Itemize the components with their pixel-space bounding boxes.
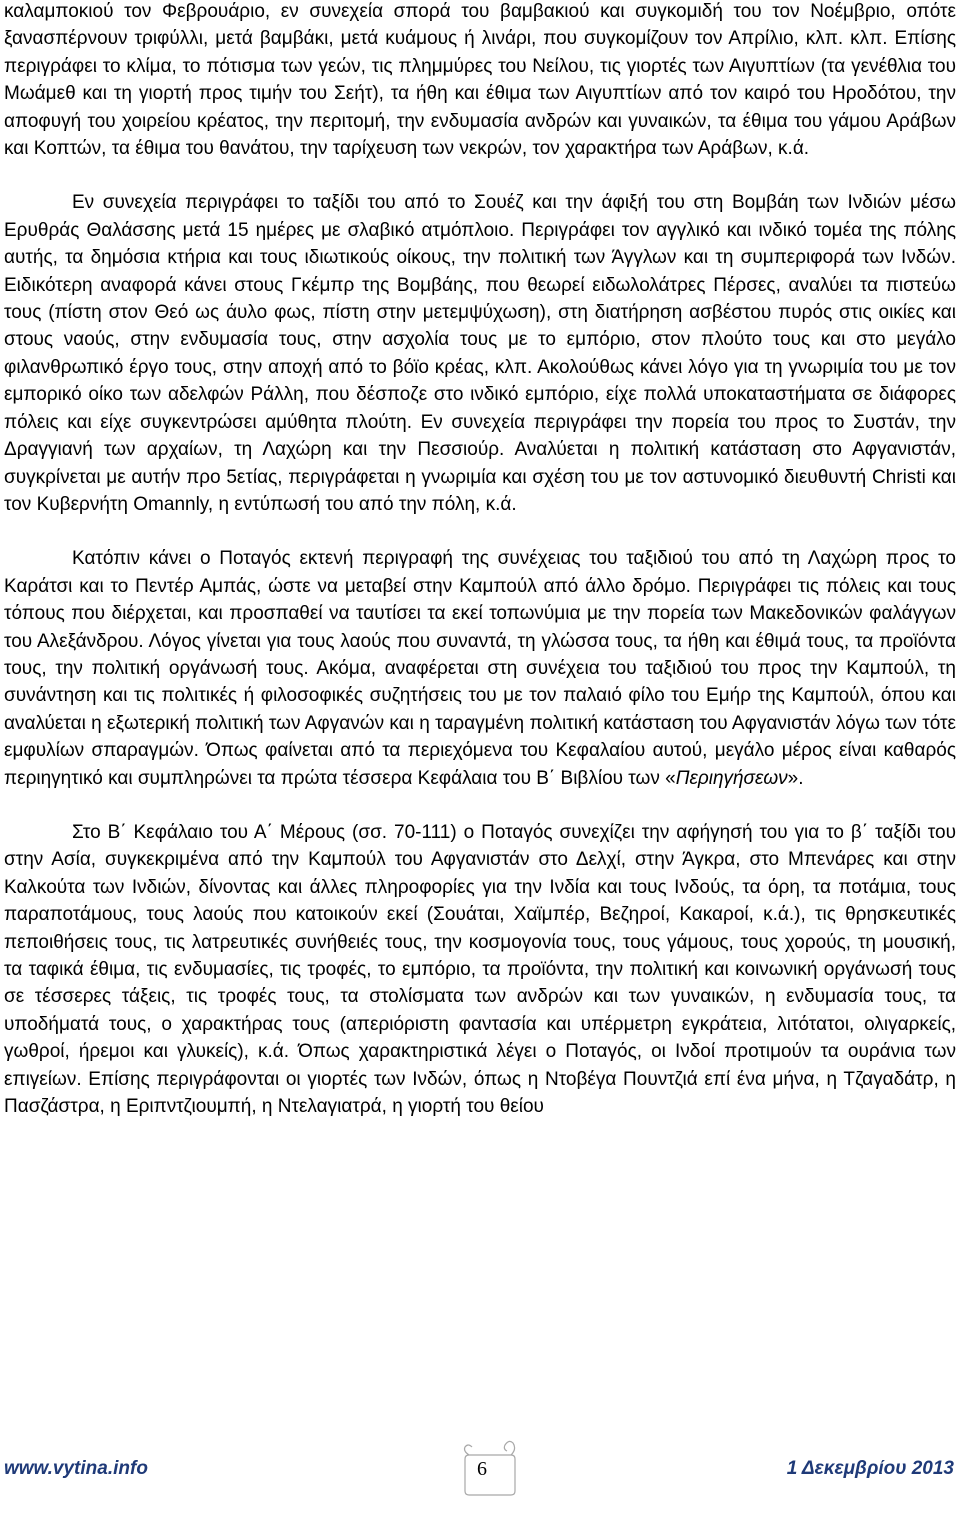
paragraph-gap: [4, 792, 956, 819]
footer-website-link[interactable]: www.vytina.info: [4, 1458, 148, 1479]
closing-quote: ».: [787, 767, 804, 789]
paragraph-bombay-journey: Εν συνεχεία περιγράφει το ταξίδι του από το Σουέζ και την άφιξή του στη Βομβάη των Ινδιών μέσω Ερυθράς Θαλάσσης μετά 15 ημέρες με σλαβικό ατμόπλοιο. Περιγράφει τον αγγλικό και ινδικό τομέα της πόλης αυτής, τα δημόσια κτήρια και τους ιδιωτικούς οίκους, την πολιτική των Άγγλων και τη συμπεριφορά των Ινδών. Ειδικότερη αναφορά κάνει στους Γκέμπρ της Βομβάης, που θεωρεί ειδωλολάτρες Πέρσες, αναλύει τα πιστεύω τους (πίστη στον Θεό ως άυλο φως, πίστη στην μετεμψύχωση), στη διατήρηση ασβέστου πυρός στις οικίες και στους ναούς, στην ενδυμασία τους, στην ασχολία τους με το εμπόριο, στον πλούτο τους και στο μεγάλο φιλανθρωπικό έργο τους, στην αποχή από το βόϊο κρέας, κλπ. Ακολούθως κάνει λόγο για τη γνωριμία του με τον εμπορικό οίκο των αδελφών Ράλλη, που δέσποζε στο ινδικό εμπόριο, είχε πολλά υποκαταστήματα σε διάφορες πόλεις και είχε συγκεντρώσει αμύθητα πλούτη. Εν συνεχεία περιγράφει την πορεία του προς το Συστάν, την Δραγγιανή των αρχαίων, τη Λαχώρη και την Πεσσιούρ. Αναλύεται η πολιτική κατάσταση στο Αφγανιστάν, συγκρίνεται με αυτήν προ 5ετίας, περιγράφεται η γνωριμία και σχέση του με τον αστυνομικό διευθυντή Christi και τον Κυβερνήτη Omannly, η εντύπωσή του από την πόλη, κ.ά.: [4, 192, 956, 515]
footer-date: 1 Δεκεμβρίου 2013: [786, 1458, 954, 1479]
page-footer: [0, 1455, 960, 1495]
italic-title-periigiseon: Περιηγήσεων: [675, 767, 788, 789]
paragraph-lahore-kabul: [4, 545, 956, 792]
paragraph-gap: [4, 518, 956, 545]
paragraph-egypt-customs: καλαμποκιού τον Φεβρουάριο, εν συνεχεία σπορά του βαμβακιού και συγκομιδή του τον Νοέμβριο, οπότε ξανασπέρνουν τριφύλλι, μετά βαμβάκι, μετά κυάμους ή λινάρι, που συγκομίζουν τον Απρίλιο, κλπ. κλπ. Επίσης περιγράφει το κλίμα, το πότισμα των γεών, τις πλημμύρες του Νείλου, τις γιορτές των Αιγυπτίων (τα γενέθλια του Μωάμεθ και τη γιορτή προς τιμήν του Σεήτ), τα ήθη και έθιμα των Αιγυπτίων από τον καιρό του Ηροδότου, την αποφυγή του χοιρείου κρέατος, την περιτομή, την ενδυμασία ανδρών και γυναικών, τα έθιμα του γάμου Αράβων και Κοπτών, τα έθιμα του θανάτου, την ταρίχευση των νεκρών, τον χαρακτήρα των Αράβων, κ.ά.: [4, 1, 956, 160]
paragraph-lahore-kabul-text: Κατόπιν κάνει ο Ποταγός εκτενή περιγραφή της συνέχειας του ταξιδιού του από τη Λαχώρη προς το Καράτσι και το Πεντέρ Αμπάς, ώστε να μεταβεί στην Καμπούλ από άλλο δρόμο. Περιγράφει τις πόλεις και τους τόπους που διέρχεται, και προσπαθεί να ταυτίσει τα εκεί τοπωνύμια με την πορεία των Μακεδονικών φαλάγγων του Αλεξάνδρου. Λόγος γίνεται για τους λαούς που συναντά, τη γλώσσα τους, τα ήθη και έθιμά τους, τα προϊόντα τους, την πολιτική οργάνωσή τους. Ακόμα, αναφέρεται στη συνέχεια του ταξιδιού του προς την Καμπούλ, τη συνάντηση και τις πολιτικές ή φιλοσοφικές συζητήσεις του με τον παλαιό φίλο του Εμήρ της Καμπούλ, όπου και αναλύεται η εξωτερική πολιτική των Αφγανών και η ταραγμένη πολιτική κατάσταση του Αφγανιστάν λόγω των τότε εμφυλίων σπαραγμών. Όπως φαίνεται από τα περιεχόμενα του Κεφαλαίου αυτού, μεγάλο μέρος είναι καθαρός περιηγητικό και συμπληρώνει τα πρώτα τέσσερα Κεφάλαια του Β΄ Βιβλίου των «: [4, 548, 956, 789]
paragraph-gap: [4, 162, 956, 189]
document-page: [4, 0, 956, 1120]
paragraph-india-journey: Στο Β΄ Κεφάλαιο του Α΄ Μέρους (σσ. 70-111) ο Ποταγός συνεχίζει την αφήγησή του για το β΄ ταξίδι του στην Ασία, συγκεκριμένα από την Καμπούλ του Αφγανιστάν στο Δελχί, στην Άγκρα, στο Μπενάρες και στην Καλκούτα των Ινδιών, δίνοντας και άλλες πληροφορίες για την Ινδία και τους Ινδούς, τα όρη, τα ποτάμια, τους παραποτάμους, τους λαούς που κατοικούν εκεί (Σουάται, Χαϊμπέρ, Βεζηροί, Κακαροί, κ.ά.), τις θρησκευτικές πεποιθήσεις τους, τις λατρευτικές συνήθειές τους, την κοσμογονία τους, τους γάμους, τους χορούς, τη μουσική, τα ταφικά έθιμα, τις ενδυμασίες, τις τροφές, το εμπόριο, τα προϊόντα, την πολιτική και κοινωνική οργάνωσή τους σε τέσσερες τάξεις, τις τροφές τους, τα στολίσματα των ανδρών και των γυναικών, η ενδυμασία τους, τα υποδήματά τους, ο χαρακτήρας τους (απεριόριστη φαντασία και υπέρμετρη εγκράτεια, λιτότατοι, ολιγαρκείς, γωθροί, ήρεμοι και γλυκείς), κ.ά. Όπως χαρακτηριστικά λέγει ο Ποταγός, οι Ινδοί προτιμούν τα ουράνια των επιγείων. Επίσης περιγράφονται οι γιορτές των Ινδών, όπως η Ντοβέγα Πουντζιά επί ένα μήνα, η Τζαγαδάτρ, η Πασζάστρα, η Εριπντζιουμπή, η Ντελαγιατρά, η γιορτή του θείου: [4, 821, 956, 1118]
page-number: 6: [477, 1458, 487, 1480]
